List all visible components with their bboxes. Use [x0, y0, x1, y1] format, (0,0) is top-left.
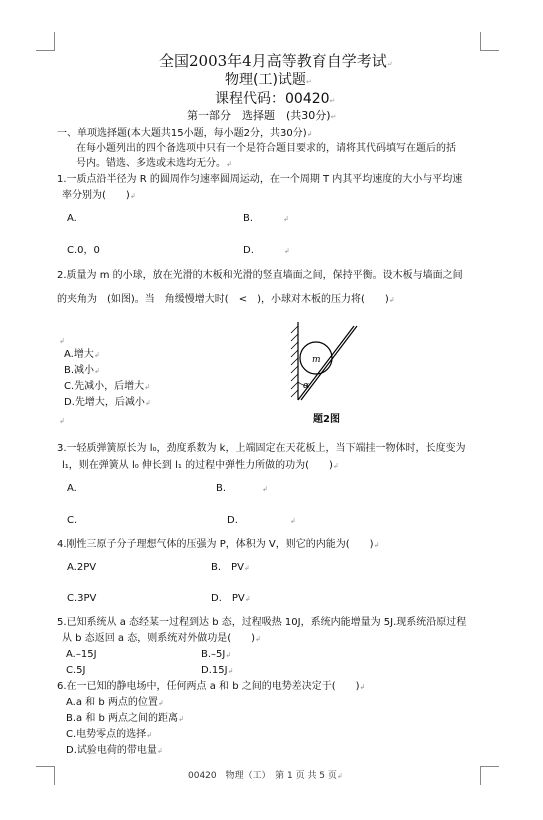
q2-option-c: C.先减小，后增大↲ — [64, 381, 151, 392]
q1-stem-2: 率分别为( )↲ — [62, 190, 136, 201]
q2-stem-2: 的夹角为 (如图)。当 角缓慢增大时( < )，小球对木板的压力将( )↲ — [57, 294, 395, 305]
q3-option-a: A. — [67, 483, 77, 494]
board-line-2 — [301, 326, 357, 400]
q6-option-d: D.试验电荷的带电量↲ — [66, 745, 163, 756]
q6-stem: 6.在一已知的静电场中，任何两点 a 和 b 之间的电势差决定于( )↲ — [57, 681, 366, 692]
section1-heading: 一、单项选择题(本大题共15小题，每小题2分，共30分)↲ — [57, 128, 313, 139]
q6-option-c: C.电势零点的选择↲ — [66, 729, 153, 740]
q1-stem-1: 1.一质点沿半径为 R 的圆周作匀速率圆周运动，在一个周期 T 内其平均速度的大小与平均速 — [57, 174, 463, 185]
crop-mark-top-right — [480, 32, 499, 51]
q6-option-b: B.a 和 b 两点之间的距离↲ — [66, 713, 184, 724]
q2-figure-caption: 题2图 — [313, 414, 340, 425]
q1-option-a: A. — [67, 213, 77, 224]
crop-mark-top-left — [36, 32, 55, 51]
part-heading: 第一部分 选择题 (共30分)↵ — [187, 109, 337, 122]
q2-option-d: D.先增大，后减小↲ — [64, 397, 151, 408]
q6-option-a: A.a 和 b 两点的位置↲ — [66, 697, 164, 708]
q3-stem-1: 3.一轻质弹簧原长为 l₀，劲度系数为 k，上端固定在天花板上，当下端挂一物体时，长度变为 — [57, 443, 466, 454]
wall-hatching — [291, 326, 298, 397]
q1-option-d: D. ↲ — [243, 245, 290, 256]
q2-figure — [288, 318, 378, 418]
q2-option-a: A.增大↲ — [64, 349, 100, 360]
q2-option-b: B.减小↲ — [64, 365, 100, 376]
q5-stem-1: 5.已知系统从 a 态经某一过程到达 b 态，过程吸热 10J，系统内能增量为 5J.现系统沿原过程 — [57, 617, 467, 628]
q1-option-b: B. ↲ — [243, 213, 289, 224]
q5-option-b: B.–5J↲ — [201, 649, 232, 660]
q2-blank-mark-1: ↲ — [59, 337, 65, 345]
q5-option-c: C.5J — [66, 665, 86, 676]
page-footer: 00420 物理（工） 第 1 页 共 5 页↲ — [188, 771, 343, 781]
crop-mark-bottom-left — [36, 766, 55, 785]
section1-instructions-2: 号内。错选、多选或未选均无分。↲ — [76, 158, 232, 169]
q4-option-b: B. PV↲ — [211, 562, 250, 573]
q5-stem-2: 从 b 态返回 a 态，则系统对外做功是( )↲ — [62, 633, 261, 644]
q3-option-d: D. ↲ — [227, 515, 296, 526]
q4-option-d: D. PV↲ — [211, 593, 251, 604]
crop-mark-bottom-right — [480, 766, 499, 785]
q4-option-a: A.2PV — [67, 562, 97, 573]
section1-instructions-1: 在每小题列出的四个备选项中只有一个是符合题目要求的，请将其代码填写在题后的括 — [76, 143, 456, 154]
q3-option-b: B. ↲ — [216, 483, 268, 494]
angle-label: α — [303, 381, 310, 391]
q5-option-a: A.–15J — [66, 649, 97, 660]
q3-option-c: C. — [67, 515, 78, 526]
q2-stem-1: 2.质量为 m 的小球，放在光滑的木板和光滑的竖直墙面之间，保持平衡。设木板与墙面之间 — [57, 270, 463, 281]
q4-stem: 4.刚性三原子分子理想气体的压强为 P，体积为 V，则它的内能为( )↲ — [57, 539, 380, 550]
course-code: 课程代码：00420↵ — [215, 91, 336, 107]
q5-option-d: D.15J↲ — [201, 665, 234, 676]
exam-title: 全国2003年4月高等教育自学考试↵ — [159, 52, 393, 70]
q4-option-c: C.3PV — [67, 593, 97, 604]
q3-stem-2: l₁，则在弹簧从 l₀ 伸长到 l₁ 的过程中弹性力所做的功为( )↲ — [62, 460, 339, 471]
ball-label: m — [312, 355, 321, 365]
q1-option-c: C.0，0 — [67, 245, 100, 256]
exam-subtitle: 物理(工)试题↵ — [225, 72, 312, 88]
q2-blank-mark-2: ↲ — [59, 417, 65, 425]
